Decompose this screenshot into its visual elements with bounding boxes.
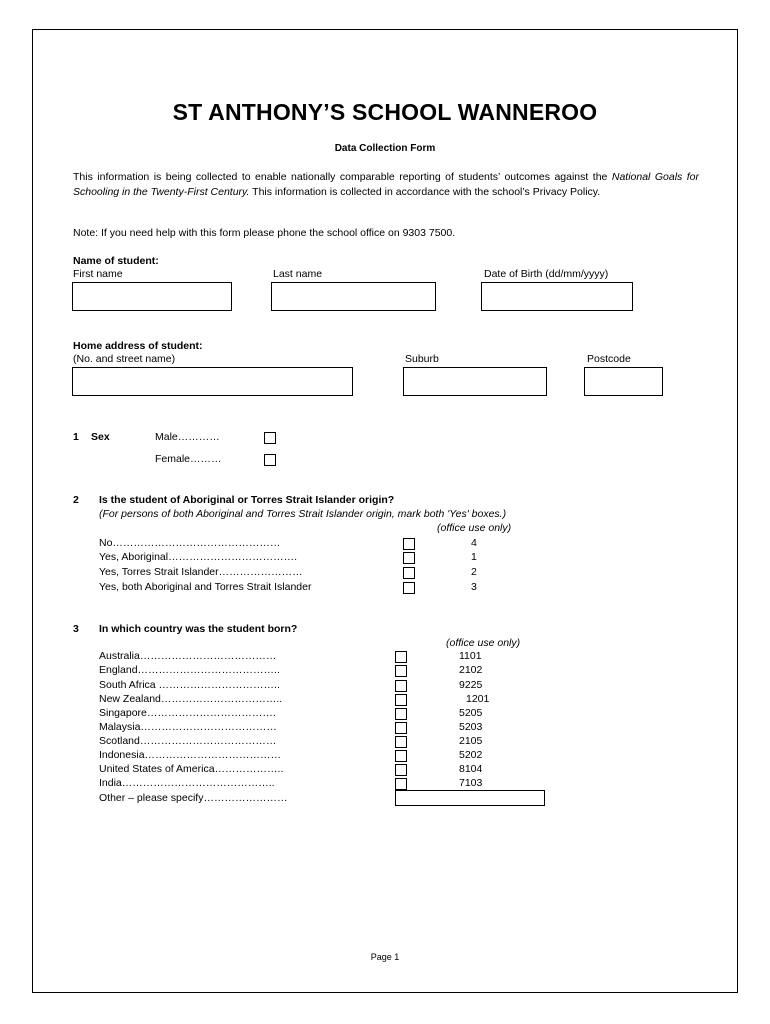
q3-option-label: United States of America……………….. — [99, 763, 284, 775]
q3-option-code: 1101 — [459, 650, 482, 662]
q3-other-field[interactable] — [395, 790, 545, 806]
q2-checkbox-both[interactable] — [403, 582, 415, 594]
q3-office-use: (office use only) — [446, 637, 521, 649]
q2-option-code: 1 — [471, 551, 477, 563]
q2-checkbox-no[interactable] — [403, 538, 415, 550]
page-number: Page 1 — [370, 952, 400, 962]
street-label: (No. and street name) — [73, 353, 176, 365]
q3-option-code: 7103 — [459, 777, 483, 789]
q2-option-label: Yes, Torres Strait Islander…………………… — [99, 566, 303, 578]
q3-checkbox[interactable] — [395, 722, 407, 734]
suburb-field[interactable] — [403, 367, 547, 396]
q3-option-label: Scotland………………………………… — [99, 735, 277, 747]
last-name-label: Last name — [273, 268, 323, 280]
first-name-field[interactable] — [72, 282, 232, 311]
q3-option-label: India…………………………………….. — [99, 777, 275, 789]
q2-option-label: No………………………………………… — [99, 537, 281, 549]
dob-field[interactable] — [481, 282, 633, 311]
q3-option-code: 5202 — [459, 749, 483, 761]
dob-label: Date of Birth (dd/mm/yyyy) — [484, 268, 609, 280]
intro-paragraph — [73, 170, 699, 199]
q1-label: Sex — [91, 431, 110, 443]
q3-number: 3 — [73, 623, 79, 635]
q3-option-code: 8104 — [459, 763, 483, 775]
q3-checkbox[interactable] — [395, 736, 407, 748]
q2-note: (For persons of both Aboriginal and Torres Strait Islander origin, mark both 'Yes' boxes.) — [99, 508, 507, 520]
q2-question: Is the student of Aboriginal or Torres Strait Islander origin? — [99, 494, 395, 506]
male-checkbox[interactable] — [264, 432, 276, 444]
q2-number: 2 — [73, 494, 79, 506]
q1-number: 1 — [73, 431, 79, 443]
q3-checkbox[interactable] — [395, 750, 407, 762]
intro-text-part2: This information is collected in accordance with the school’s Privacy Policy. — [249, 185, 601, 198]
first-name-label: First name — [73, 268, 123, 280]
school-title: ST ANTHONY’S SCHOOL WANNEROO — [172, 99, 598, 125]
q3-option-label: England………………………………….. — [99, 664, 280, 676]
form-subtitle: Data Collection Form — [334, 143, 436, 154]
q3-checkbox[interactable] — [395, 694, 407, 706]
q3-option-code: 2105 — [459, 735, 483, 747]
q3-option-label: Indonesia………………………………… — [99, 749, 282, 761]
q3-option-code: 9225 — [459, 679, 483, 691]
female-checkbox[interactable] — [264, 454, 276, 466]
q3-option-label: Australia………………………………… — [99, 650, 277, 662]
q3-checkbox[interactable] — [395, 708, 407, 720]
q3-option-label: South Africa …………………………….. — [99, 679, 280, 691]
intro-text-part1: This information is being collected to enable nationally comparable reporting of students’ outcomes against the — [73, 171, 612, 183]
q2-option-code: 2 — [471, 566, 477, 578]
q2-checkbox-torres-strait[interactable] — [403, 567, 415, 579]
q2-option-label: Yes, Aboriginal………………………………. — [99, 551, 297, 563]
suburb-label: Suburb — [405, 353, 439, 365]
q2-office-use: (office use only) — [437, 522, 512, 534]
q3-question: In which country was the student born? — [99, 623, 298, 635]
q3-option-code: 5203 — [459, 721, 483, 733]
street-field[interactable] — [72, 367, 353, 396]
q2-option-code: 4 — [471, 537, 477, 549]
q3-checkbox[interactable] — [395, 680, 407, 692]
q3-checkbox[interactable] — [395, 665, 407, 677]
q3-option-label: New Zealand…………………………….. — [99, 693, 283, 705]
q2-checkbox-aboriginal[interactable] — [403, 552, 415, 564]
q3-checkbox[interactable] — [395, 764, 407, 776]
q3-option-code: 1201 — [466, 693, 490, 705]
q3-option-label: Singapore………………………………. — [99, 707, 276, 719]
postcode-field[interactable] — [584, 367, 663, 396]
address-heading: Home address of student: — [73, 340, 203, 352]
name-heading: Name of student: — [73, 255, 159, 267]
q3-option-label: Malaysia………………………………… — [99, 721, 277, 733]
intro-goals: National Goals for Schooling in the Twenty-First Century. — [73, 171, 700, 198]
q3-checkbox[interactable] — [395, 778, 407, 790]
q2-option-code: 3 — [471, 581, 477, 593]
postcode-label: Postcode — [587, 353, 631, 365]
q2-option-label: Yes, both Aboriginal and Torres Strait Islander — [99, 581, 312, 593]
last-name-field[interactable] — [271, 282, 436, 311]
q1-option-male: Male………… — [155, 431, 220, 443]
q3-checkbox[interactable] — [395, 651, 407, 663]
q3-option-code: 2102 — [459, 664, 483, 676]
q3-other-label: Other – please specify…………………… — [99, 792, 288, 804]
q3-option-code: 5205 — [459, 707, 483, 719]
q1-option-female: Female……… — [155, 453, 222, 465]
help-note: Note: If you need help with this form please phone the school office on 9303 7500. — [73, 227, 456, 239]
